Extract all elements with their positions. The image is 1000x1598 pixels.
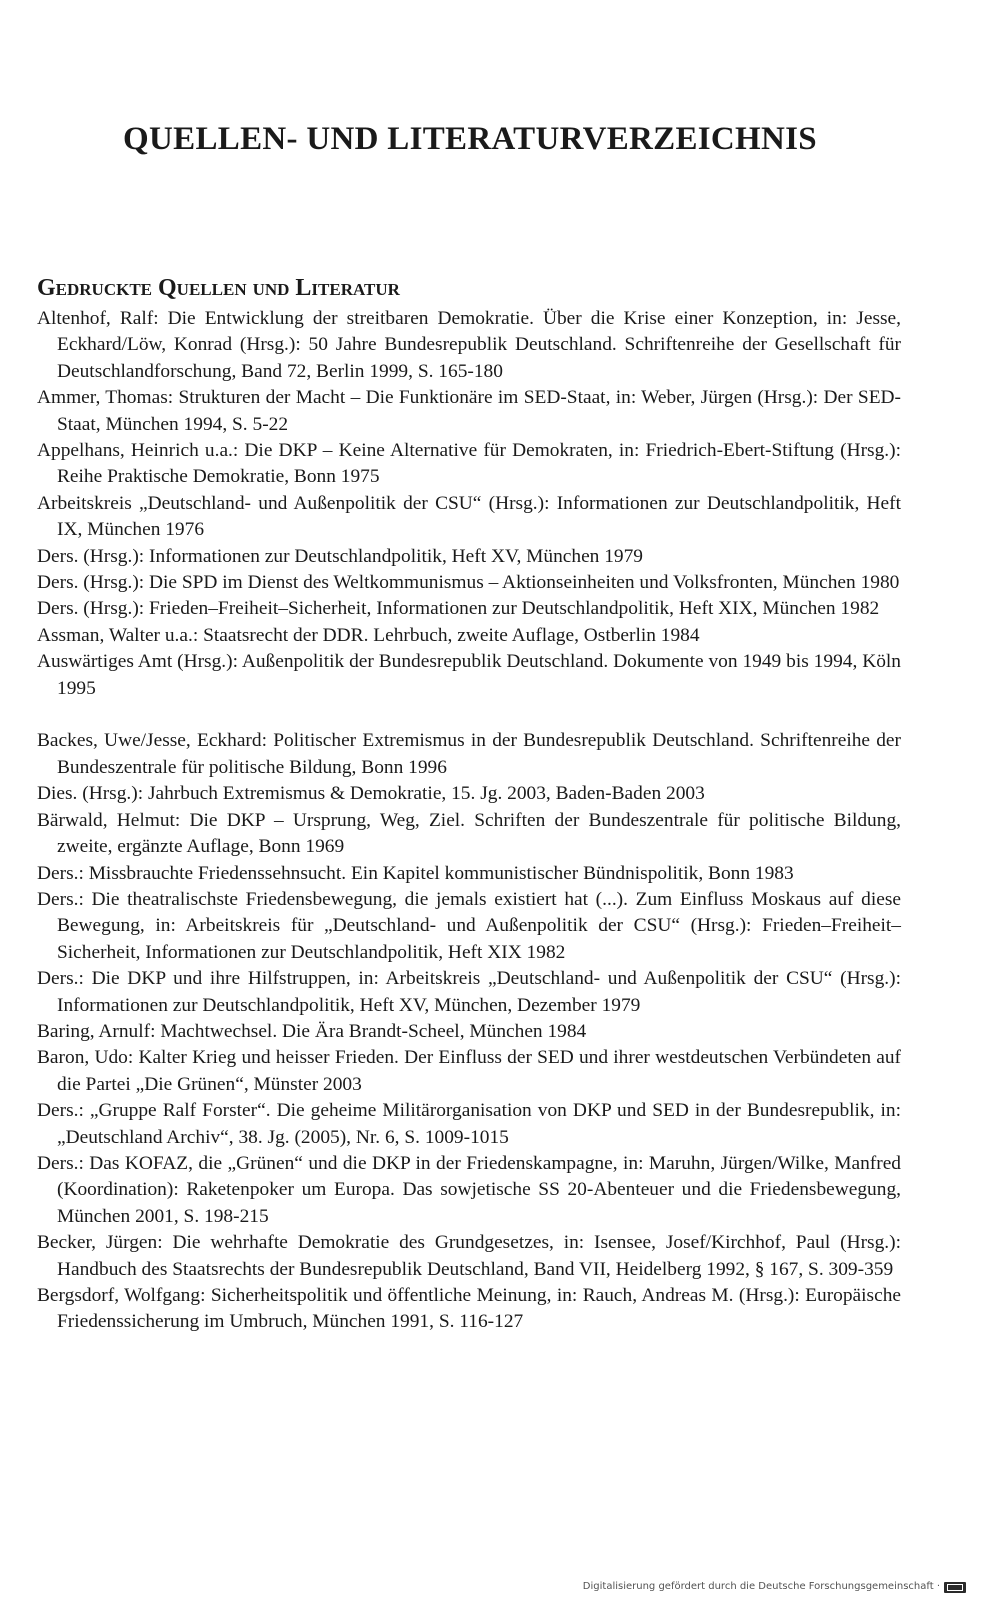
- bibliography-entry: Baring, Arnulf: Machtwechsel. Die Ära Brandt-Scheel, München 1984: [37, 1020, 587, 1042]
- footer: [583, 1580, 966, 1594]
- bibliography-entry: Ders.: Das KOFAZ, die „Grünen“ und die DKP in der Friedenskampagne, in: Maruhn, Jürgen/Wilke, Manfred (Koordination): Raketenpoker um Europa. Das sowjetische SS 20-Abenteuer und die Friedensbewegung, München 2001, S. 198-215: [37, 1152, 901, 1227]
- bibliography-entry: Arbeitskreis „Deutschland- und Außenpolitik der CSU“ (Hrsg.): Informationen zur Deutschlandpolitik, Heft IX, München 1976: [37, 492, 901, 541]
- bibliography-entry: Altenhof, Ralf: Die Entwicklung der streitbaren Demokratie. Über die Krise einer Konzeption, in: Jesse, Eckhard/Löw, Konrad (Hrsg.): 50 Jahre Bundesrepublik Deutschland. Schriftenreihe der Gesellschaft für Deutschlandforschung, Band 72, Berlin 1999, S. 165-180: [37, 308, 901, 382]
- bibliography-entry: Ders.: Missbrauchte Friedenssehnsucht. Ein Kapitel kommunistischer Bündnispolitik, Bonn 1983: [37, 862, 794, 884]
- bibliography-entry: Appelhans, Heinrich u.a.: Die DKP – Keine Alternative für Demokraten, in: Friedrich-Ebert-Stiftung (Hrsg.): Reihe Praktische Demokratie, Bonn 1975: [37, 440, 901, 488]
- dfg-logo-icon: [944, 1582, 966, 1593]
- bibliography-entry: Baron, Udo: Kalter Krieg und heisser Frieden. Der Einfluss der SED und ihrer westdeutschen Verbündeten auf die Partei „Die Grünen“, Münster 2003: [37, 1047, 901, 1095]
- bibliography-entry: Bergsdorf, Wolfgang: Sicherheitspolitik und öffentliche Meinung, in: Rauch, Andreas M. (Hrsg.): Europäische Friedenssicherung im Umbruch, München 1991, S. 116-127: [37, 1285, 901, 1333]
- bibliography-entry: Ders. (Hrsg.): Informationen zur Deutschlandpolitik, Heft XV, München 1979: [37, 545, 644, 567]
- bibliography-entry: Becker, Jürgen: Die wehrhafte Demokratie des Grundgesetzes, in: Isensee, Josef/Kirchhof, Paul (Hrsg.): Handbuch des Staatsrechts der Bundesrepublik Deutschland, Band VII, Heidelberg 1992, § 167, S. 309-359: [37, 1232, 901, 1280]
- footer-credit: Digitalisierung gefördert durch die Deutsche Forschungsgemeinschaft ·: [582, 1581, 940, 1592]
- bibliography-entry: Ders.: Die theatralischste Friedensbewegung, die jemals existiert hat (...). Zum Einfluss Moskaus auf diese Bewegung, in: Arbeitskreis für „Deutschland- und Außenpolitik der CSU“ (Hrsg.): Frieden–Freiheit–Sicherheit, Informationen zur Deutschlandpolitik, Heft XIX 1982: [37, 888, 901, 963]
- bibliography-entry: Backes, Uwe/Jesse, Eckhard: Politischer Extremismus in der Bundesrepublik Deutschland. Schriftenreihe der Bundeszentrale für politische Bildung, Bonn 1996: [37, 730, 901, 778]
- bibliography-entry: Assman, Walter u.a.: Staatsrecht der DDR. Lehrbuch, zweite Auflage, Ostberlin 1984: [37, 624, 700, 646]
- section-heading: [37, 273, 400, 303]
- bibliography-entry: Dies. (Hrsg.): Jahrbuch Extremismus & Demokratie, 15. Jg. 2003, Baden-Baden 2003: [37, 783, 705, 805]
- bibliography-entry: Auswärtiges Amt (Hrsg.): Außenpolitik der Bundesrepublik Deutschland. Dokumente von 1949 bis 1994, Köln 1995: [37, 651, 901, 699]
- bibliography-entry: Ders. (Hrsg.): Die SPD im Dienst des Weltkommunismus – Aktionseinheiten und Volksfronten, München 1980: [37, 572, 900, 594]
- bibliography-entry: Ders.: Die DKP und ihre Hilfstruppen, in: Arbeitskreis „Deutschland- und Außenpolitik der CSU“ (Hrsg.): Informationen zur Deutschlandpolitik, Heft XV, München, Dezember 1979: [37, 968, 901, 1016]
- section-heading-text: Gedruckte Quellen und Literatur: [37, 274, 400, 301]
- bibliography-list: [37, 306, 901, 1336]
- bibliography-entry: Ders.: „Gruppe Ralf Forster“. Die geheime Militärorganisation von DKP und SED in der Bundesrepublik, in: „Deutschland Archiv“, 38. Jg. (2005), Nr. 6, S. 1009-1015: [37, 1100, 901, 1148]
- bibliography-entry: Bärwald, Helmut: Die DKP – Ursprung, Weg, Ziel. Schriften der Bundeszentrale für politische Bildung, zweite, ergänzte Auflage, Bonn 1969: [37, 809, 901, 858]
- bibliography-entry: Ammer, Thomas: Strukturen der Macht – Die Funktionäre im SED-Staat, in: Weber, Jürgen (Hrsg.): Der SED-Staat, München 1994, S. 5-22: [37, 387, 901, 435]
- bibliography-entry: Ders. (Hrsg.): Frieden–Freiheit–Sicherheit, Informationen zur Deutschlandpolitik, Heft XIX, München 1982: [37, 598, 880, 620]
- page-title: QUELLEN- UND LITERATURVERZEICHNIS: [123, 121, 817, 158]
